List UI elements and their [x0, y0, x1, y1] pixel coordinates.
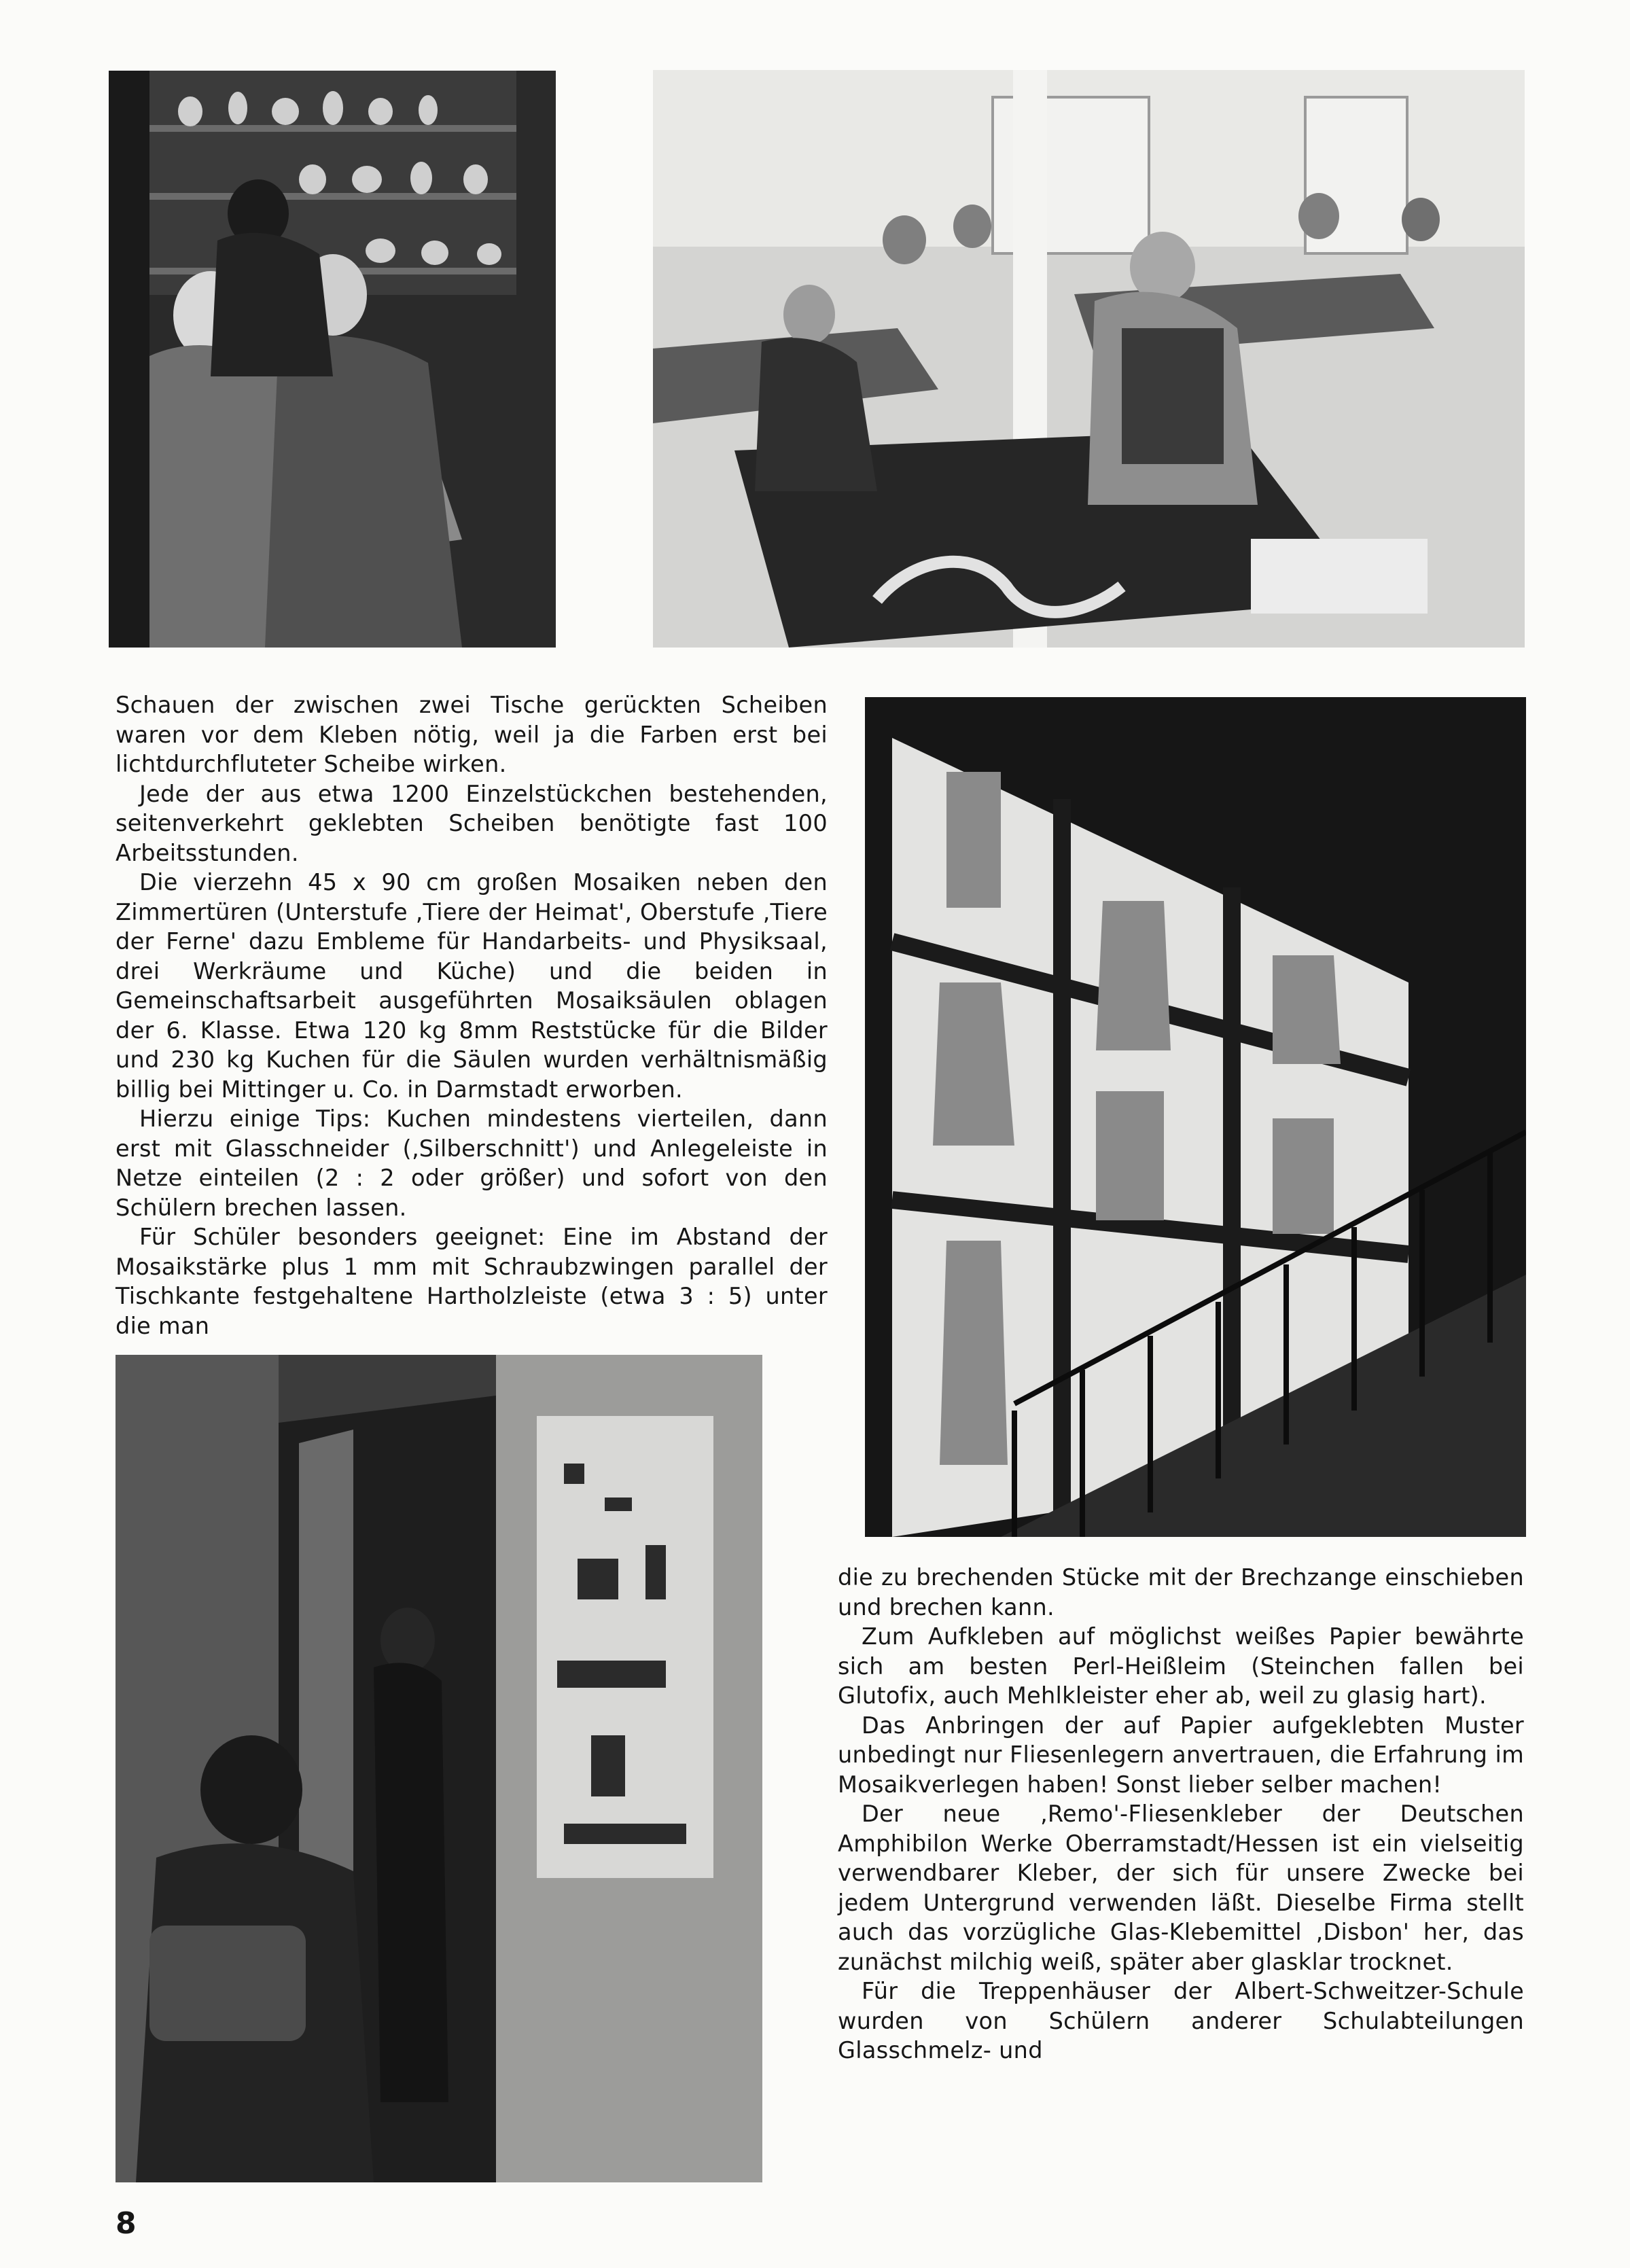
paragraph: Für Schüler besonders geeignet: Eine im Abstand der Mosaikstärke plus 1 mm mit Schraubzwingen parallel der Tischkante festgehaltene Hartholzleiste (etwa 3 : 5) unter die man	[116, 1224, 828, 1339]
text-column-right	[838, 1563, 1524, 2066]
page-number: 8	[116, 2206, 137, 2241]
paragraph: Zum Aufkleben auf möglichst weißes Papier bewährte sich am besten Perl-Heißleim (Steinchen fallen bei Glutofix, auch Mehlkleister eher ab, weil zu glasig hart).	[838, 1623, 1524, 1709]
paragraph: Die vierzehn 45 x 90 cm großen Mosaiken neben den Zimmertüren (Unterstufe ‚Tiere der Heimat', Oberstufe ‚Tiere der Ferne' dazu Embleme für Handarbeits- und Physiksaal, drei Werkräume und Küche) und die beiden in Gemeinschaftsarbeit ausgeführten Mosaiksäulen oblagen der 6. Klasse. Etwa 120 kg 8mm Reststücke für die Bilder und 230 kg Kuchen für die Säulen wurden verhältnismäßig billig bei Mittinger u. Co. in Darmstadt erworben.	[116, 869, 828, 1103]
paragraph: die zu brechenden Stücke mit der Brechzange einschieben und brechen kann.	[838, 1564, 1524, 1620]
paragraph: Für die Treppenhäuser der Albert-Schweitzer-Schule wurden von Schülern anderer Schulabteilungen Glasschmelz- und	[838, 1978, 1524, 2063]
paragraph: Das Anbringen der auf Papier aufgeklebten Muster unbedingt nur Fliesenlegern anvertrauen, die Erfahrung im Mosaikverlegen haben! Sonst lieber selber machen!	[838, 1712, 1524, 1798]
paragraph: Schauen der zwischen zwei Tische gerückten Scheiben waren vor dem Kleben nötig, weil ja die Farben erst bei lichtdurchfluteter Scheibe wirken.	[116, 692, 828, 777]
photo-classroom-mosaic-work	[653, 70, 1525, 648]
photo-pupils-at-mosaic-table	[109, 71, 556, 648]
photo-stairwell-glass-mosaics	[865, 697, 1526, 1537]
paragraph: Jede der aus etwa 1200 Einzelstückchen bestehenden, seitenverkehrt geklebten Scheiben benötigte fast 100 Arbeitsstunden.	[116, 780, 828, 866]
paragraph: Der neue ‚Remo'-Fliesenkleber der Deutschen Amphibilon Werke Oberramstadt/Hessen ist ein vielseitig verwendbarer Kleber, der sich für unsere Zwecke bei jedem Untergrund verwenden läßt. Dieselbe Firma stellt auch das vorzügliche Glas-Klebemittel ‚Disbon' her, das zunächst milchig weiß, später aber glasklar trocknet.	[838, 1801, 1524, 1975]
paragraph: Hierzu einige Tips: Kuchen mindestens vierteilen, dann erst mit Glasschneider (‚Silberschnitt') und Anlegeleiste in Netze einteilen (2 : 2 oder größer) und sofort von den Schülern brechen lassen.	[116, 1105, 828, 1221]
text-column-left	[116, 690, 828, 1341]
photo-corridor-mosaic-panel	[116, 1355, 762, 2182]
